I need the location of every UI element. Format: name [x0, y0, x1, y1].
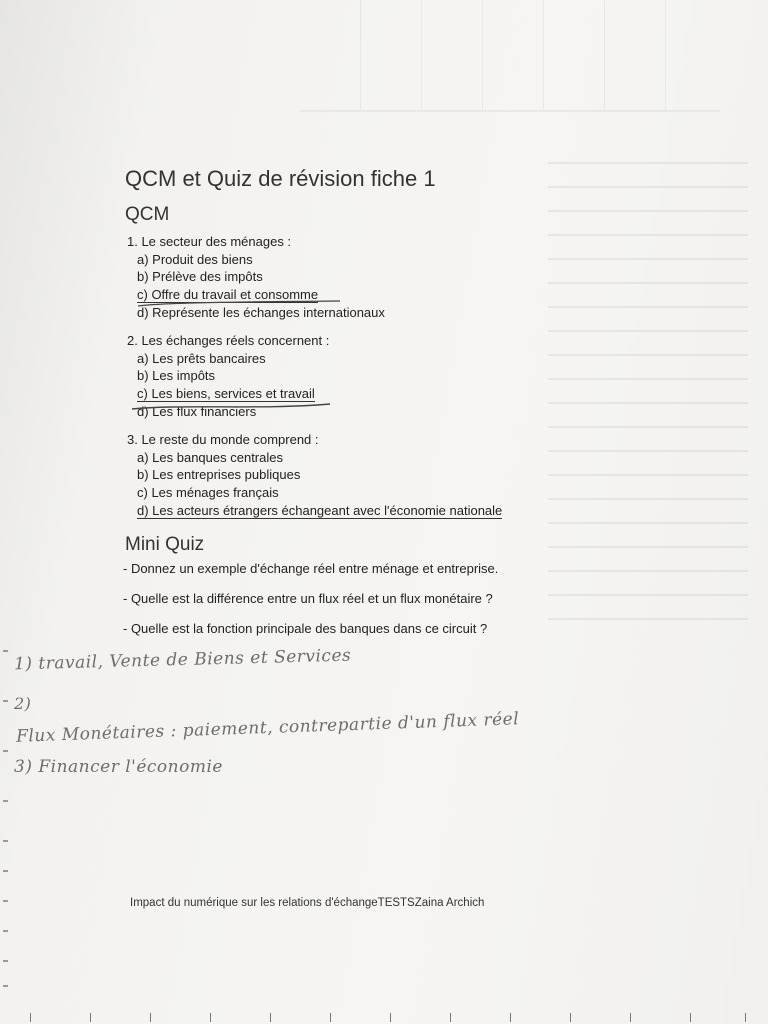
page-title: QCM et Quiz de révision fiche 1: [125, 166, 436, 191]
handwritten-answer-1: 1) travail, Vente de Biens et Services: [13, 645, 352, 675]
option-c-selected: [127, 286, 385, 304]
underlined-answer: d) Les acteurs étrangers échangeant avec l'économie nationale: [137, 502, 503, 518]
margin-punch-marks: [0, 640, 14, 1020]
question-3: [127, 431, 502, 520]
option-d-selected: [127, 502, 502, 520]
qcm-heading: QCM: [125, 204, 170, 225]
mini-quiz-heading: Mini Quiz: [125, 534, 205, 555]
mini-quiz-question-1: - Donnez un exemple d'échange réel entre ménage et entreprise.: [123, 561, 499, 576]
handwritten-answer-2-number: 2): [14, 694, 32, 713]
option-d: d) Les flux financiers: [137, 403, 257, 419]
option-b: b) Les entreprises publiques: [137, 467, 301, 483]
handwritten-answer-2: Flux Monétaires : paiement, contrepartie d'un flux réel: [15, 709, 520, 747]
question-2: [127, 332, 329, 421]
option-a: a) Produit des biens: [137, 251, 253, 267]
handwritten-answer-3: 3) Financer l'économie: [14, 757, 223, 777]
underlined-answer: c) Les biens, services et travail: [137, 386, 315, 402]
option-b: b) Les impôts: [137, 368, 216, 384]
mini-quiz-question-2: - Quelle est la différence entre un flux réel et un flux monétaire ?: [123, 591, 493, 606]
option-d: d) Représente les échanges internationaux: [137, 304, 385, 320]
option-a: a) Les banques centrales: [137, 449, 283, 465]
option-b: b) Prélève des impôts: [137, 269, 263, 285]
question-1: [127, 233, 385, 322]
underlined-answer: c) Offre du travail et consomme: [137, 287, 319, 303]
option-c: c) Les ménages français: [137, 485, 279, 501]
question-prompt: 1. Le secteur des ménages :: [127, 234, 292, 249]
option-c-selected: [127, 385, 329, 403]
mini-quiz-question-3: - Quelle est la fonction principale des banques dans ce circuit ?: [123, 621, 488, 636]
question-prompt: 2. Les échanges réels concernent :: [127, 333, 330, 348]
bottom-edge-ticks: [0, 1012, 768, 1024]
footer: Impact du numérique sur les relations d'échangeTESTSZaina Archich: [130, 897, 485, 909]
option-a: a) Les prêts bancaires: [137, 350, 266, 366]
question-prompt: 3. Le reste du monde comprend :: [127, 432, 319, 447]
